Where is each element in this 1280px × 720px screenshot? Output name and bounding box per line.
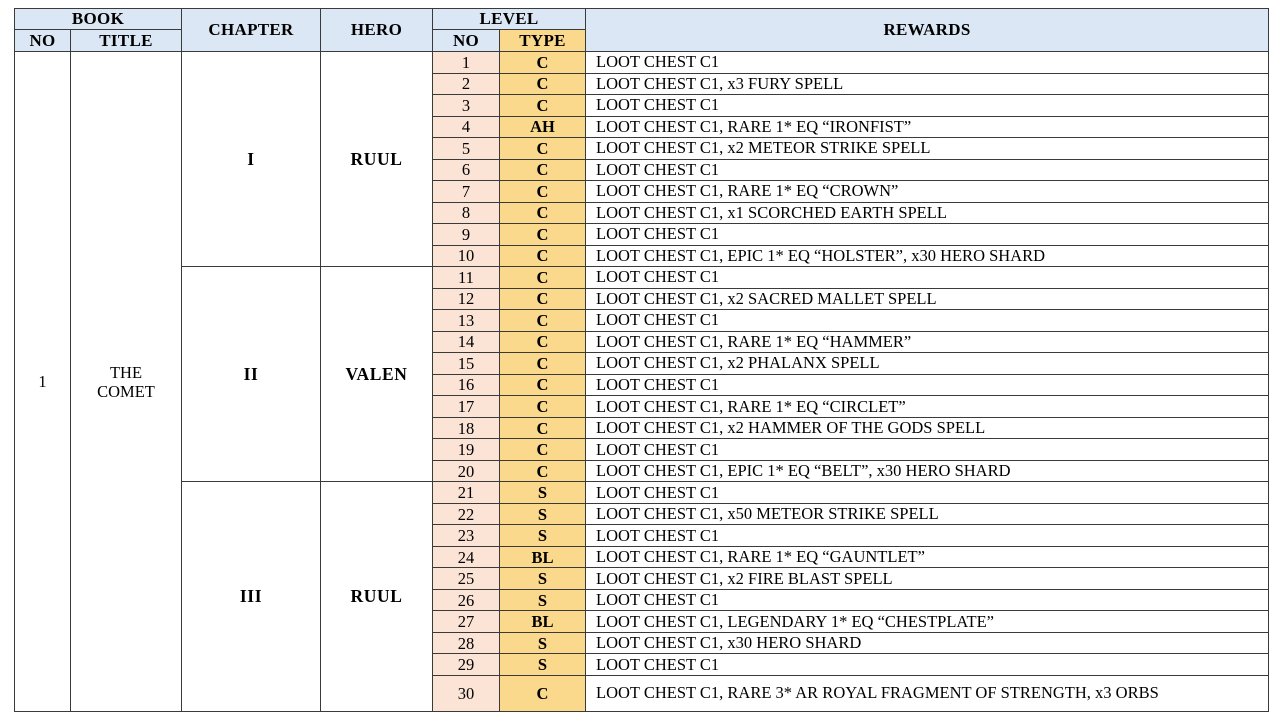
level-type-cell: C xyxy=(500,138,586,160)
hero-cell: RUUL xyxy=(321,482,433,712)
reward-cell: LOOT CHEST C1 xyxy=(586,95,1269,117)
level-type-cell: C xyxy=(500,675,586,711)
reward-cell: LOOT CHEST C1, RARE 1* EQ “HAMMER” xyxy=(586,331,1269,353)
level-type-cell: AH xyxy=(500,116,586,138)
reward-cell: LOOT CHEST C1, RARE 3* AR ROYAL FRAGMENT OF STRENGTH, x3 ORBS xyxy=(586,675,1269,711)
level-type-cell: C xyxy=(500,353,586,375)
level-no-cell: 30 xyxy=(433,675,500,711)
level-type-cell: S xyxy=(500,654,586,676)
level-type-cell: C xyxy=(500,267,586,289)
level-no-cell: 7 xyxy=(433,181,500,203)
level-no-cell: 22 xyxy=(433,503,500,525)
reward-cell: LOOT CHEST C1, x1 SCORCHED EARTH SPELL xyxy=(586,202,1269,224)
level-type-cell: C xyxy=(500,95,586,117)
level-no-cell: 3 xyxy=(433,95,500,117)
level-no-cell: 4 xyxy=(433,116,500,138)
reward-cell: LOOT CHEST C1, x2 PHALANX SPELL xyxy=(586,353,1269,375)
level-type-cell: C xyxy=(500,202,586,224)
level-type-cell: S xyxy=(500,525,586,547)
reward-cell: LOOT CHEST C1 xyxy=(586,374,1269,396)
rewards-header: REWARDS xyxy=(586,9,1269,52)
level-type-cell: BL xyxy=(500,546,586,568)
level-no-cell: 15 xyxy=(433,353,500,375)
level-type-cell: C xyxy=(500,288,586,310)
level-no-cell: 6 xyxy=(433,159,500,181)
level-type-cell: C xyxy=(500,159,586,181)
reward-cell: LOOT CHEST C1, x2 SACRED MALLET SPELL xyxy=(586,288,1269,310)
reward-cell: LOOT CHEST C1 xyxy=(586,267,1269,289)
reward-cell: LOOT CHEST C1, RARE 1* EQ “GAUNTLET” xyxy=(586,546,1269,568)
level-type-cell: C xyxy=(500,396,586,418)
level-type-cell: C xyxy=(500,310,586,332)
level-no-cell: 1 xyxy=(433,52,500,74)
level-type-cell: S xyxy=(500,482,586,504)
level-no-cell: 8 xyxy=(433,202,500,224)
level-type-cell: S xyxy=(500,632,586,654)
level-type-cell: C xyxy=(500,224,586,246)
level-type-cell: C xyxy=(500,439,586,461)
level-no-cell: 28 xyxy=(433,632,500,654)
reward-cell: LOOT CHEST C1 xyxy=(586,439,1269,461)
level-type-cell: C xyxy=(500,245,586,267)
level-type-cell: S xyxy=(500,503,586,525)
book-title-line: COMET xyxy=(97,381,155,401)
level-type-cell: C xyxy=(500,73,586,95)
level-no-cell: 16 xyxy=(433,374,500,396)
chapter-cell: III xyxy=(182,482,321,712)
table-header xyxy=(15,9,1269,52)
level-no-cell: 13 xyxy=(433,310,500,332)
level-no-cell: 19 xyxy=(433,439,500,461)
reward-cell: LOOT CHEST C1 xyxy=(586,525,1269,547)
hero-header: HERO xyxy=(321,9,433,52)
reward-cell: LOOT CHEST C1, x30 HERO SHARD xyxy=(586,632,1269,654)
level-no-cell: 20 xyxy=(433,460,500,482)
reward-cell: LOOT CHEST C1, RARE 1* EQ “CIRCLET” xyxy=(586,396,1269,418)
level-no-header: NO xyxy=(433,30,500,52)
level-type-cell: C xyxy=(500,181,586,203)
level-type-cell: S xyxy=(500,589,586,611)
level-no-cell: 27 xyxy=(433,611,500,633)
level-no-cell: 21 xyxy=(433,482,500,504)
level-no-cell: 9 xyxy=(433,224,500,246)
reward-cell: LOOT CHEST C1 xyxy=(586,589,1269,611)
reward-cell: LOOT CHEST C1, RARE 1* EQ “IRONFIST” xyxy=(586,116,1269,138)
rewards-table xyxy=(14,8,1269,712)
reward-cell: LOOT CHEST C1 xyxy=(586,310,1269,332)
level-no-cell: 26 xyxy=(433,589,500,611)
level-header: LEVEL xyxy=(433,9,586,30)
hero-cell: RUUL xyxy=(321,52,433,267)
level-no-cell: 18 xyxy=(433,417,500,439)
level-type-cell: C xyxy=(500,460,586,482)
reward-cell: LOOT CHEST C1, x2 FIRE BLAST SPELL xyxy=(586,568,1269,590)
level-no-cell: 11 xyxy=(433,267,500,289)
level-no-cell: 14 xyxy=(433,331,500,353)
chapter-cell: I xyxy=(182,52,321,267)
level-no-cell: 2 xyxy=(433,73,500,95)
level-type-cell: C xyxy=(500,417,586,439)
book-title-cell xyxy=(71,52,182,712)
reward-cell: LOOT CHEST C1, x2 METEOR STRIKE SPELL xyxy=(586,138,1269,160)
level-type-cell: S xyxy=(500,568,586,590)
level-type-cell: BL xyxy=(500,611,586,633)
reward-cell: LOOT CHEST C1, x2 HAMMER OF THE GODS SPELL xyxy=(586,417,1269,439)
book-title-header: TITLE xyxy=(71,30,182,52)
reward-cell: LOOT CHEST C1 xyxy=(586,52,1269,74)
chapter-cell: II xyxy=(182,267,321,482)
book-title-line: THE xyxy=(109,362,143,382)
level-no-cell: 12 xyxy=(433,288,500,310)
reward-cell: LOOT CHEST C1, EPIC 1* EQ “BELT”, x30 HERO SHARD xyxy=(586,460,1269,482)
reward-cell: LOOT CHEST C1 xyxy=(586,482,1269,504)
reward-cell: LOOT CHEST C1, x3 FURY SPELL xyxy=(586,73,1269,95)
reward-cell: LOOT CHEST C1 xyxy=(586,224,1269,246)
reward-cell: LOOT CHEST C1, LEGENDARY 1* EQ “CHESTPLATE” xyxy=(586,611,1269,633)
reward-cell: LOOT CHEST C1, EPIC 1* EQ “HOLSTER”, x30 HERO SHARD xyxy=(586,245,1269,267)
reward-cell: LOOT CHEST C1 xyxy=(586,159,1269,181)
table-body xyxy=(15,52,1269,712)
level-type-cell: C xyxy=(500,52,586,74)
table-row xyxy=(15,267,1269,289)
level-type-cell: C xyxy=(500,331,586,353)
level-no-cell: 23 xyxy=(433,525,500,547)
reward-cell: LOOT CHEST C1 xyxy=(586,654,1269,676)
level-no-cell: 25 xyxy=(433,568,500,590)
level-type-header: TYPE xyxy=(500,30,586,52)
reward-cell: LOOT CHEST C1, RARE 1* EQ “CROWN” xyxy=(586,181,1269,203)
hero-cell: VALEN xyxy=(321,267,433,482)
book-header: BOOK xyxy=(15,9,182,30)
level-type-cell: C xyxy=(500,374,586,396)
level-no-cell: 5 xyxy=(433,138,500,160)
table-row xyxy=(15,482,1269,504)
level-no-cell: 10 xyxy=(433,245,500,267)
book-no-cell: 1 xyxy=(15,52,71,712)
reward-cell: LOOT CHEST C1, x50 METEOR STRIKE SPELL xyxy=(586,503,1269,525)
chapter-header: CHAPTER xyxy=(182,9,321,52)
table-row xyxy=(15,52,1269,74)
level-no-cell: 29 xyxy=(433,654,500,676)
level-no-cell: 24 xyxy=(433,546,500,568)
level-no-cell: 17 xyxy=(433,396,500,418)
book-no-header: NO xyxy=(15,30,71,52)
